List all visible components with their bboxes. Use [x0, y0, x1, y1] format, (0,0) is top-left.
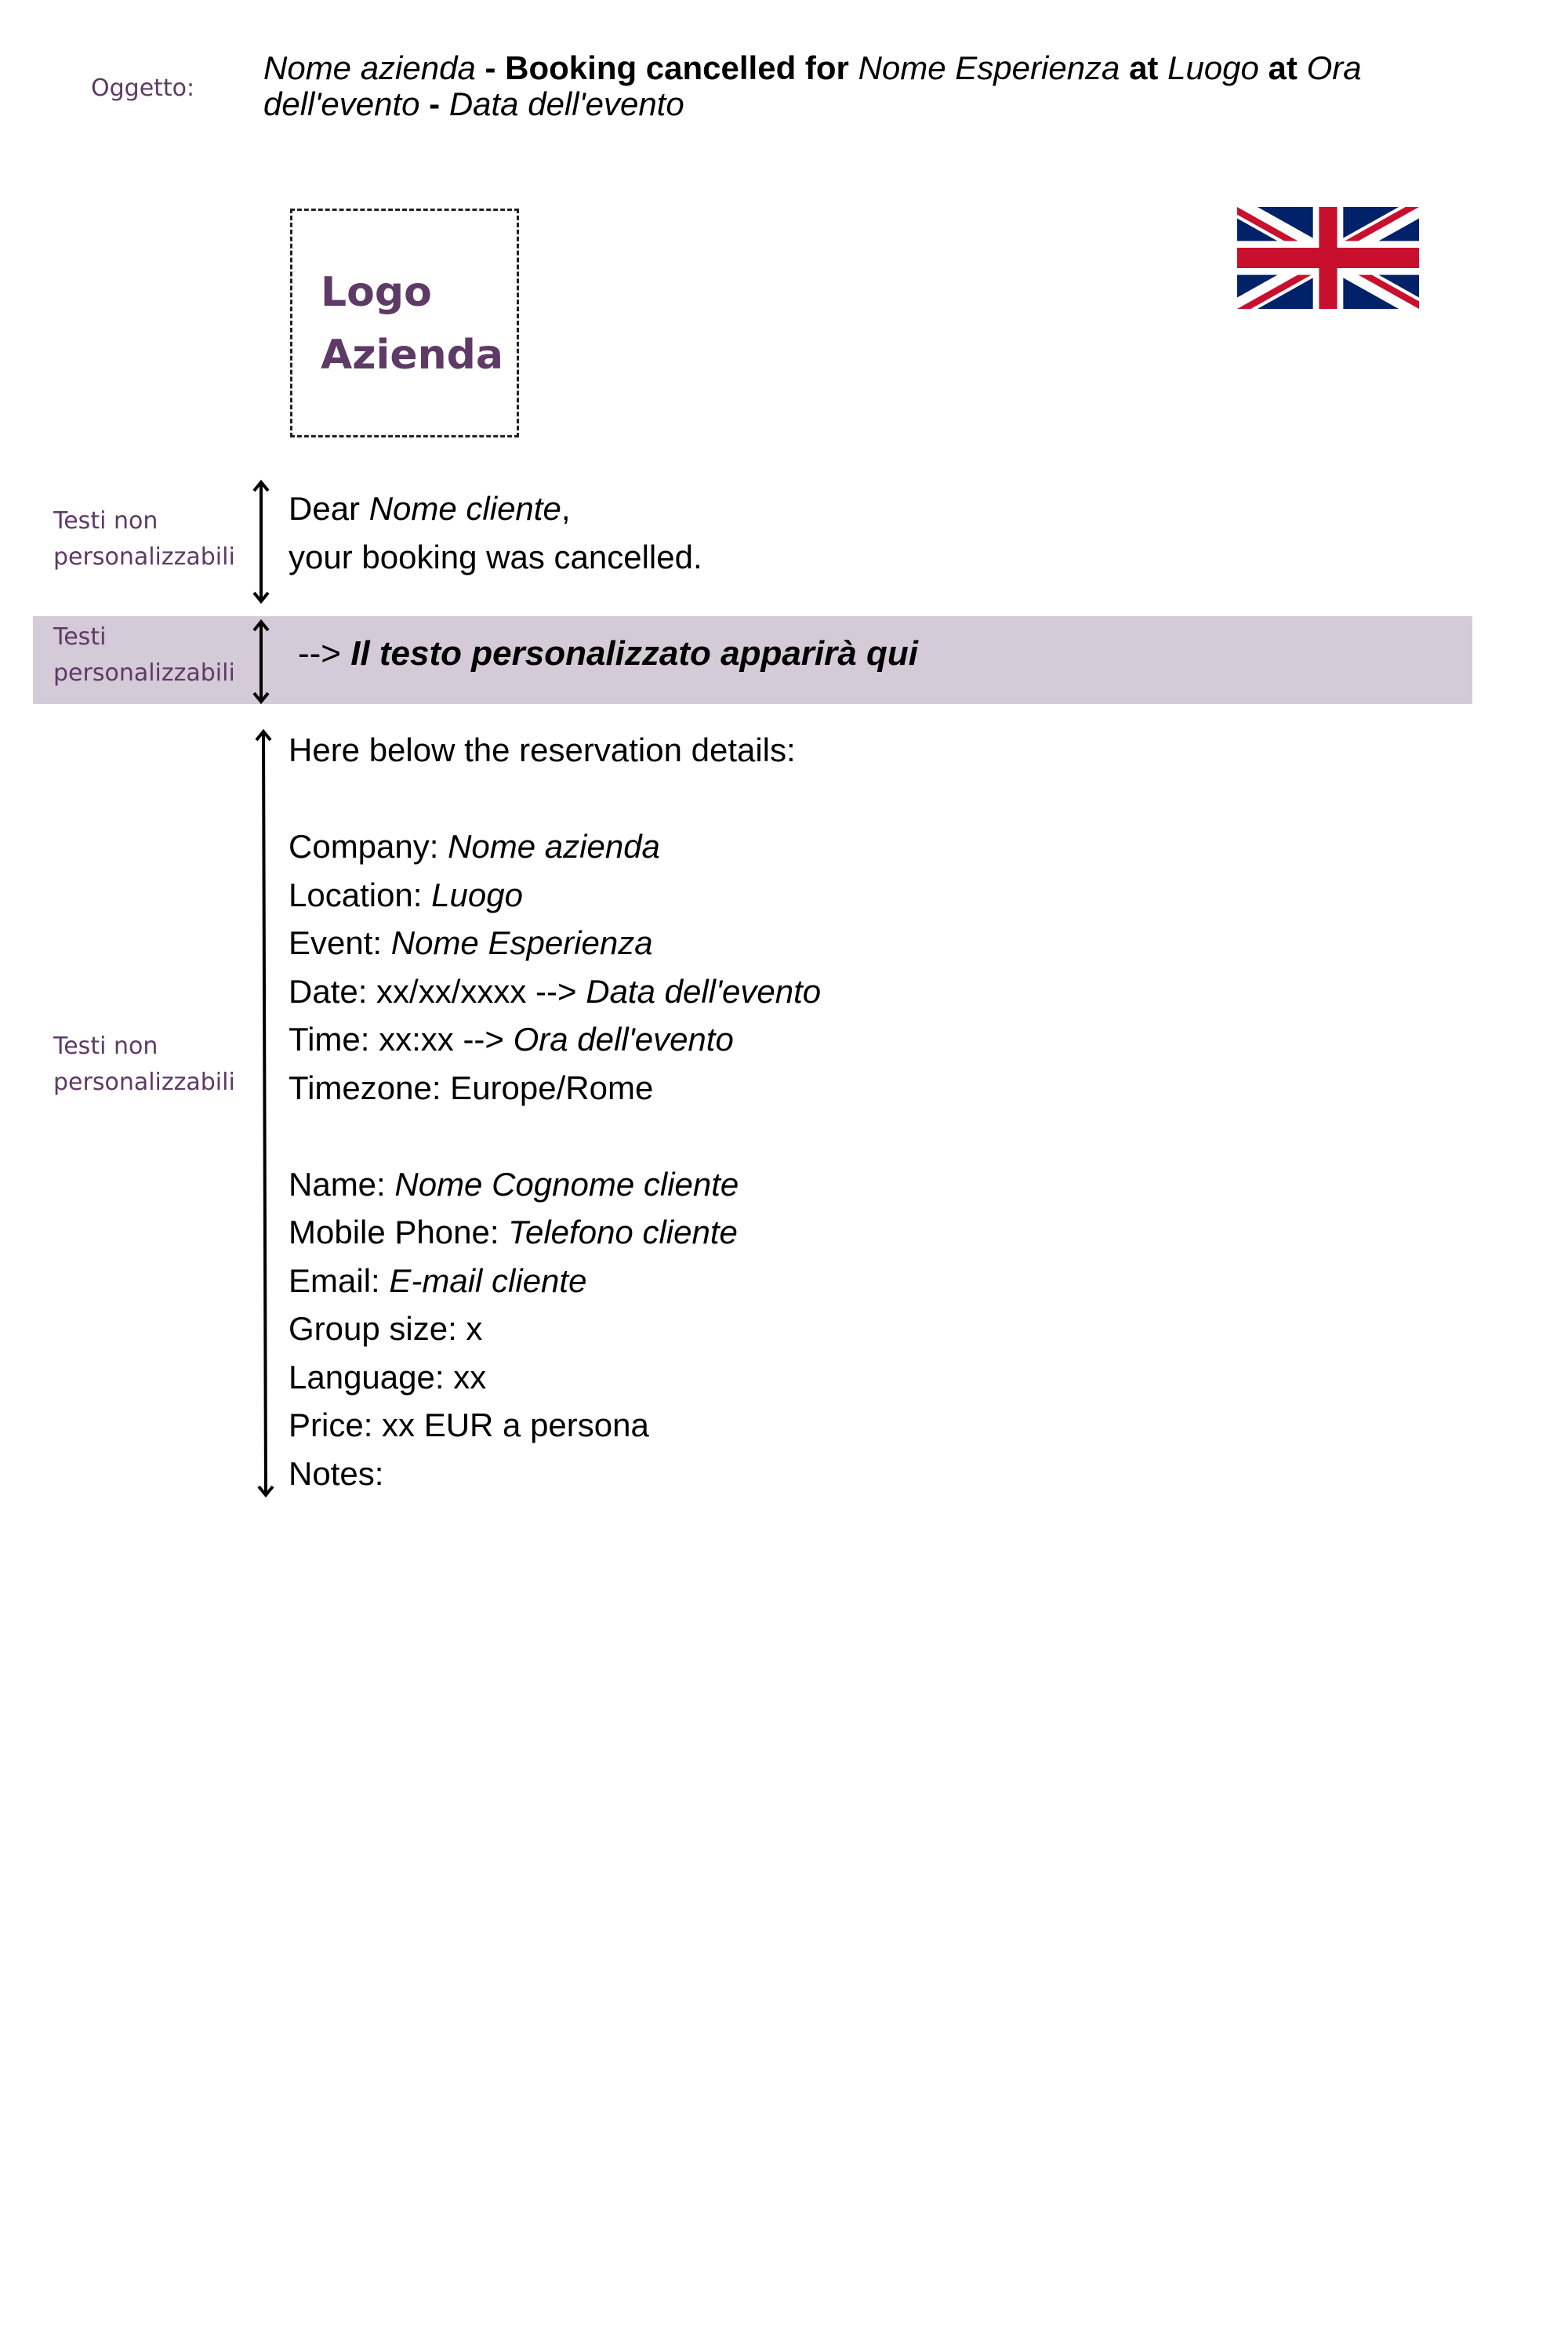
detail-label: Email: — [289, 1261, 390, 1299]
detail-location — [289, 871, 821, 920]
detail-language: Language: xx — [289, 1358, 487, 1396]
detail-date — [289, 967, 821, 1016]
detail-phone — [289, 1208, 821, 1257]
detail-value: Telefono cliente — [508, 1214, 738, 1250]
custom-text-arrow: --> — [298, 634, 351, 673]
detail-label: Date: xx/xx/xxxx --> — [289, 972, 586, 1010]
detail-event — [289, 919, 821, 967]
greeting-line-1 — [289, 485, 702, 533]
detail-value: Data dell'evento — [586, 972, 822, 1010]
subject-experience: Nome Esperienza — [858, 49, 1120, 86]
double-arrow-icon — [252, 729, 276, 1497]
detail-value: Ora dell'evento — [513, 1021, 734, 1058]
logo-text — [321, 261, 503, 387]
detail-time — [289, 1015, 821, 1064]
subject-label: Oggetto: — [91, 74, 195, 102]
logo-line-2: Azienda — [321, 332, 503, 379]
double-arrow-icon — [249, 619, 273, 704]
detail-value: Nome Cognome cliente — [394, 1165, 739, 1203]
detail-label: Mobile Phone: — [289, 1214, 509, 1250]
section-label-non-custom-2 — [53, 1029, 235, 1101]
section-label-line: Testi non — [53, 1033, 158, 1060]
section-label-line: personalizzabili — [53, 543, 235, 571]
detail-group-size: Group size: x — [289, 1310, 483, 1347]
section-label-line: personalizzabili — [53, 1069, 235, 1096]
logo-line-1: Logo — [321, 269, 432, 316]
detail-label: Location: — [289, 876, 432, 913]
greeting — [289, 485, 702, 581]
detail-company — [289, 822, 821, 871]
subject-text-1: - Booking cancelled for — [475, 49, 858, 86]
logo-placeholder — [290, 209, 519, 437]
custom-text-value: Il testo personalizzato apparirà qui — [350, 634, 918, 673]
detail-price: Price: xx EUR a persona — [289, 1406, 649, 1443]
greeting-line-2: your booking was cancelled. — [289, 538, 702, 575]
section-label-non-custom-1 — [53, 503, 235, 575]
union-jack-flag-icon — [1237, 207, 1419, 309]
subject-at-2: at — [1258, 49, 1307, 86]
detail-label: Company: — [289, 828, 448, 865]
detail-name — [289, 1160, 821, 1209]
reservation-details — [289, 726, 821, 1497]
detail-notes: Notes: — [289, 1454, 384, 1492]
detail-label: Name: — [289, 1165, 395, 1203]
custom-text-placeholder — [298, 632, 918, 676]
spacer — [289, 775, 821, 823]
detail-value: Nome Esperienza — [390, 924, 653, 961]
detail-value: Luogo — [431, 876, 523, 913]
details-intro: Here below the reservation details: — [289, 731, 796, 768]
subject-event-time: Ora dell'evento — [263, 49, 1362, 122]
double-arrow-icon — [249, 480, 273, 604]
detail-value: Nome azienda — [448, 828, 660, 865]
subject-event-date: Data dell'evento — [448, 85, 684, 122]
section-label-line: personalizzabili — [53, 659, 235, 687]
detail-email — [289, 1257, 821, 1305]
detail-label: Time: xx:xx --> — [289, 1021, 514, 1058]
section-label-custom — [53, 619, 235, 691]
detail-label: Event: — [289, 924, 391, 961]
detail-timezone: Timezone: Europe/Rome — [289, 1069, 654, 1106]
section-label-line: Testi — [53, 623, 107, 651]
greeting-comma: , — [561, 490, 571, 527]
greeting-dear: Dear — [289, 490, 369, 527]
email-subject — [263, 50, 1455, 122]
subject-at-1: at — [1120, 49, 1168, 86]
subject-company: Nome azienda — [263, 49, 476, 86]
subject-dash: - — [419, 85, 449, 122]
detail-value: E-mail cliente — [389, 1261, 587, 1299]
subject-place: Luogo — [1167, 49, 1259, 86]
section-label-line: Testi non — [53, 507, 158, 535]
greeting-customer: Nome cliente — [368, 490, 561, 527]
spacer — [289, 1112, 821, 1160]
